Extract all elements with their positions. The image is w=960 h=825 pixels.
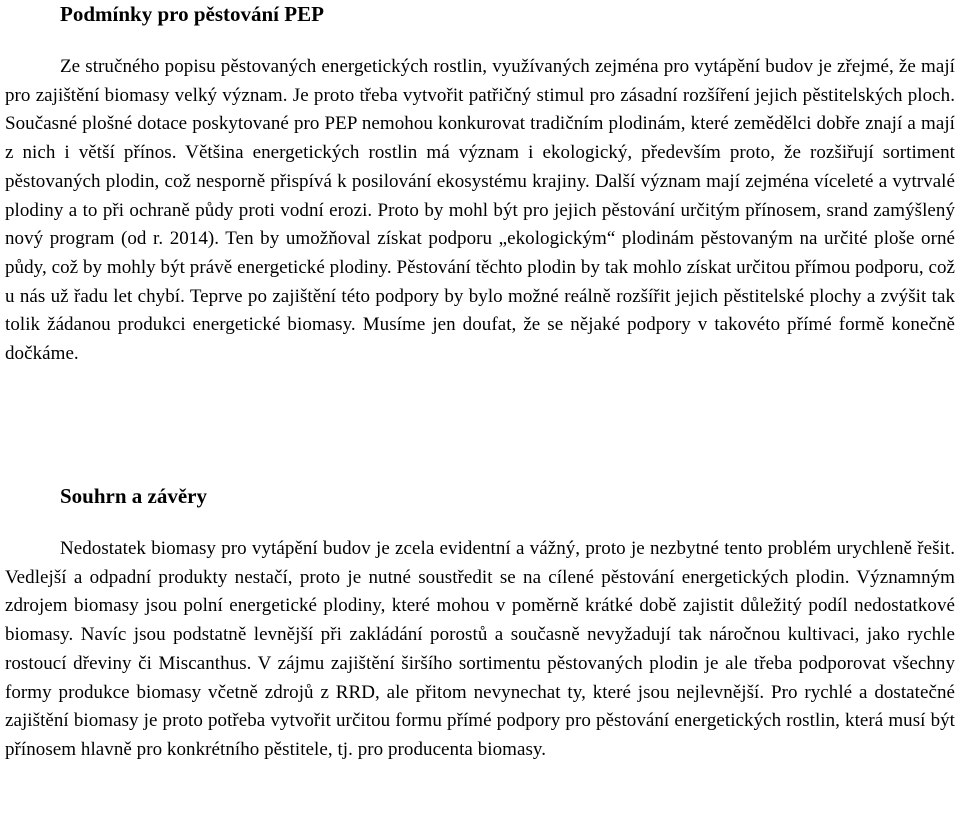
section-paragraph-summary: Nedostatek biomasy pro vytápění budov je zcela evidentní a vážný, proto je nezbytné tento problém urychleně řešit. Vedlejší a odpadní produkty nestačí, proto je nutné soustředit se na cílené pěstování energetických plodin. Významným zdrojem biomasy jsou polní energetické plodiny, které mohou v poměrně krátké době zajistit důležitý podíl nedostatkové biomasy. Navíc jsou podstatně levnější při zakládání porostů a současně nevyžadují tak náročnou kultivaci, jako rychle rostoucí dřeviny či Miscanthus. V zájmu zajištění širšího sortimentu pěstovaných plodin je ale třeba podporovat všechny formy produkce biomasy včetně zdrojů z RRD, ale přitom nevynechat ty, které jsou nejlevnější. Pro rychlé a dostatečné zajištění biomasy je proto potřeba vytvořit určitou formu přímé podpory pro pěstování energetických rostlin, která musí být přínosem hlavně pro konkrétního pěstitele, tj. pro producenta biomasy. [5,538,955,760]
section-heading-summary: Souhrn a závěry [60,484,207,508]
section-heading-cultivation-conditions: Podmínky pro pěstování PEP [60,2,324,26]
section-paragraph-cultivation-conditions: Ze stručného popisu pěstovaných energetických rostlin, využívaných zejména pro vytápění budov je zřejmé, že mají pro zajištění biomasy velký význam. Je proto třeba vytvořit patřičný stimul pro zásadní rozšíření jejich pěstitelských ploch. Současné plošné dotace poskytované pro PEP nemohou konkurovat tradičním plodinám, které zemědělci dobře znají a mají z nich i větší přínos. Většina energetických rostlin má význam i ekologický, především proto, že rozšiřují sortiment pěstovaných plodin, což nesporně přispívá k posilování ekosystému krajiny. Další význam mají zejména víceleté a vytrvalé plodiny a to při ochraně půdy proti vodní erozi. Proto by mohl být pro jejich pěstování určitým přínosem, srand zamýšlený nový program (od r. 2014). Ten by umožňoval získat podporu „ekologickým“ plodinám pěstovaným na určité ploše orné půdy, což by mohly být právě energetické plodiny. Pěstování těchto plodin by tak mohlo získat určitou přímou podporu, což u nás už řadu let chybí. Teprve po zajištění této podpory by bylo možné reálně rozšířit jejich pěstitelské plochy a zvýšit tak tolik žádanou produkci energetické biomasy. Musíme jen doufat, že se nějaké podpory v takovéto přímé formě konečně dočkáme. [5,56,955,365]
